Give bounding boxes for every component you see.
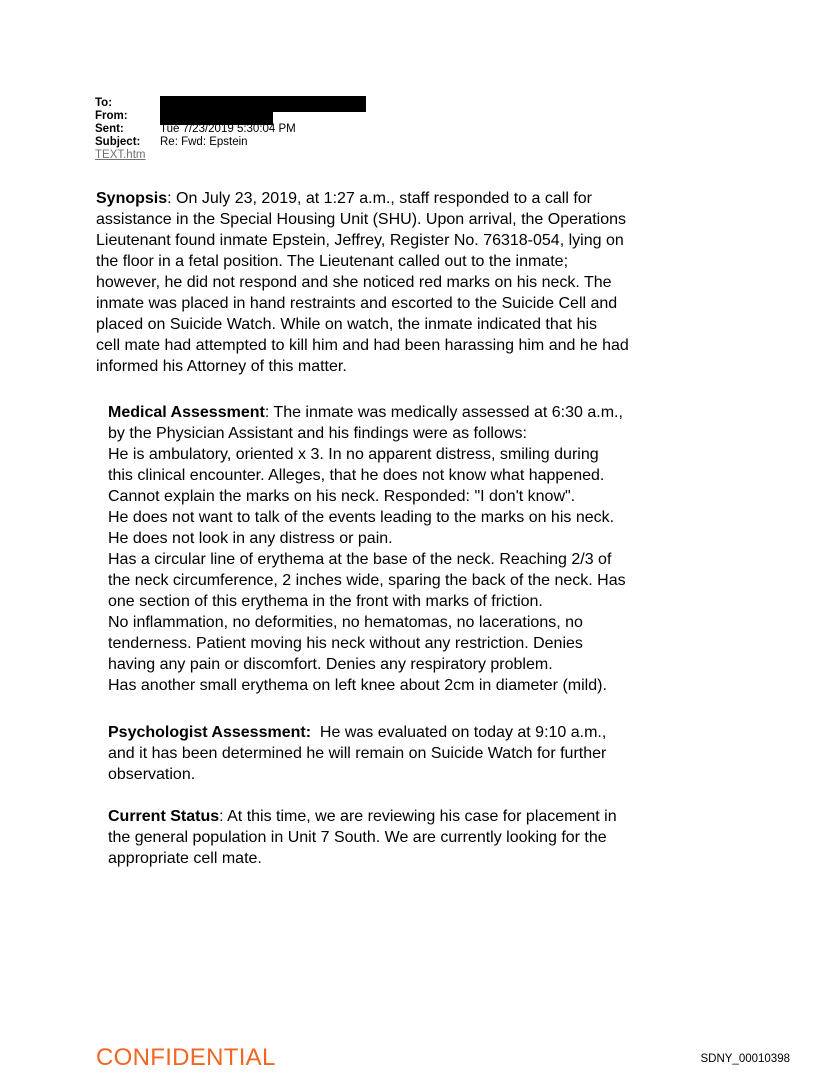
current-status-paragraph — [108, 806, 728, 869]
bates-number: SDNY_00010398 — [700, 1053, 790, 1065]
medical-line: No inflammation, no deformities, no hematomas, no lacerations, no — [108, 614, 583, 631]
medical-line: one section of this erythema in the front with marks of friction. — [108, 593, 543, 610]
sent-row — [95, 123, 366, 136]
medical-line: Has a circular line of erythema at the base of the neck. Reaching 2/3 of — [108, 551, 612, 568]
medical-assessment-paragraph — [108, 402, 728, 696]
psych-line: observation. — [108, 766, 196, 783]
synopsis-heading: Synopsis — [96, 190, 168, 207]
confidential-stamp: CONFIDENTIAL — [96, 1044, 276, 1071]
synopsis-line: placed on Suicide Watch. While on watch, the inmate indicated that his — [96, 316, 598, 333]
psych-line: Psychologist Assessment: He was evaluated on today at 9:10 a.m., — [108, 724, 607, 741]
psych-heading: Psychologist Assessment: — [108, 724, 312, 741]
medical-line: He does not want to talk of the events leading to the marks on his neck. — [108, 509, 615, 526]
subject-label: Subject: — [95, 136, 141, 148]
medical-line: He is ambulatory, oriented x 3. In no apparent distress, smiling during — [108, 446, 599, 463]
synopsis-line: Lieutenant found inmate Epstein, Jeffrey, Register No. 76318-054, lying on — [96, 232, 624, 249]
synopsis-line: cell mate had attempted to kill him and had been harassing him and he had — [96, 337, 629, 354]
synopsis-line: Synopsis: On July 23, 2019, at 1:27 a.m., staff responded to a call for — [96, 190, 592, 207]
medical-line: Cannot explain the marks on his neck. Responded: "I don't know". — [108, 488, 576, 505]
psychologist-assessment-paragraph — [108, 722, 728, 785]
medical-line: this clinical encounter. Alleges, that he does not know what happened. — [108, 467, 605, 484]
synopsis-line: informed his Attorney of this matter. — [96, 358, 347, 375]
current-heading: Current Status — [108, 808, 220, 825]
synopsis-line: inmate was placed in hand restraints and escorted to the Suicide Cell and — [96, 295, 618, 312]
subject-value: Re: Fwd: Epstein — [160, 136, 248, 148]
current-line: Current Status: At this time, we are reviewing his case for placement in — [108, 808, 617, 825]
medical-heading: Medical Assessment — [108, 404, 265, 421]
medical-line: He does not look in any distress or pain. — [108, 530, 393, 547]
psych-line: and it has been determined he will remain on Suicide Watch for further — [108, 745, 607, 762]
medical-line: the neck circumference, 2 inches wide, sparing the back of the neck. Has — [108, 572, 626, 589]
sent-value: Tue 7/23/2019 5:30:04 PM — [160, 123, 296, 135]
synopsis-paragraph — [96, 188, 726, 377]
medical-line: tenderness. Patient moving his neck without any restriction. Denies — [108, 635, 583, 652]
synopsis-line: the floor in a fetal position. The Lieutenant called out to the inmate; — [96, 253, 569, 270]
from-row — [95, 110, 366, 123]
medical-line: by the Physician Assistant and his findings were as follows: — [108, 425, 527, 442]
medical-line: Has another small erythema on left knee about 2cm in diameter (mild). — [108, 677, 607, 694]
synopsis-line: however, he did not respond and she noticed red marks on his neck. The — [96, 274, 612, 291]
to-label: To: — [95, 97, 113, 109]
email-header — [95, 97, 366, 162]
from-label: From: — [95, 110, 128, 122]
current-line: the general population in Unit 7 South. We are currently looking for the — [108, 829, 607, 846]
medical-line: Medical Assessment: The inmate was medically assessed at 6:30 a.m., — [108, 404, 623, 421]
synopsis-line: assistance in the Special Housing Unit (SHU). Upon arrival, the Operations — [96, 211, 627, 228]
medical-line: having any pain or discomfort. Denies any respiratory problem. — [108, 656, 553, 673]
sent-label: Sent: — [95, 123, 124, 135]
attachment-link[interactable]: TEXT.htm — [95, 149, 146, 161]
current-line: appropriate cell mate. — [108, 850, 262, 867]
subject-row — [95, 136, 366, 149]
